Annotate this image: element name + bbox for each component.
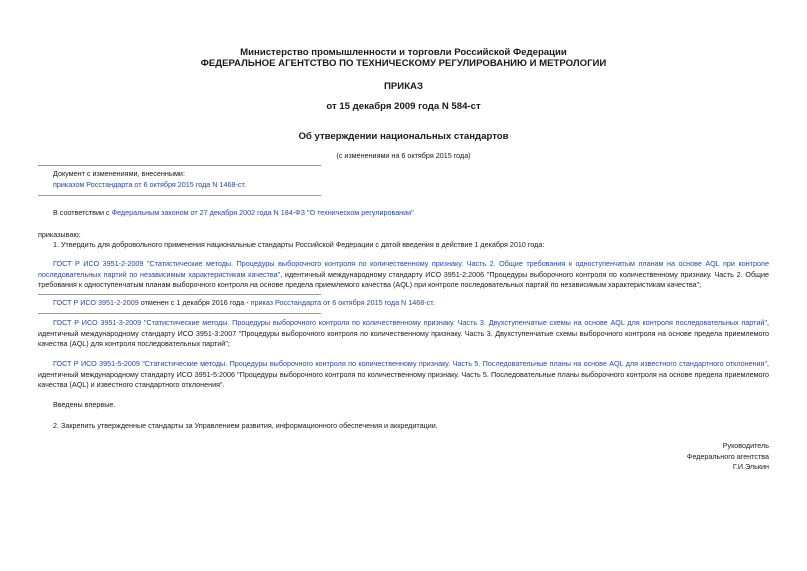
intro-paragraph [53,208,414,218]
item-1: 1. Утвердить для добровольного применения национальные стандарты Российской Федерации с датой введения в действие 1 декабря 2010 года: [53,240,545,249]
ministry-heading: Министерство промышленности и торговли Российской Федерации [240,47,567,58]
agency-heading: ФЕДЕРАЛЬНОЕ АГЕНТСТВО ПО ТЕХНИЧЕСКОМУ РЕГУЛИРОВАНИЮ И МЕТРОЛОГИИ [200,58,607,69]
signature-block [687,441,769,473]
cancel-note-text: отменен с 1 декабря 2016 года - [138,298,251,307]
cancel-note-top-rule [38,294,321,295]
changes-note: (с изменениями на 6 октября 2015 года) [336,151,471,160]
amend-order-link-tail: . [243,180,246,189]
amend-box-top-rule [38,165,321,166]
standard-1-text: , идентичный международному стандарту ИСО 3951-2:2006 "Процедуры выборочного контроля по количественному признаку. Часть 2. Общие требования к одноступенчатым планам выборочного контроля на основе предела приемлемого качества (AQL) при контроле последовательных партий по независимым характеристикам качества"; [38,269,769,289]
standard-1-paragraph [38,259,769,291]
signature-agency: Федерального агентства [686,451,769,461]
standard-3-paragraph [38,359,769,391]
standard-3-text: , идентичный международному стандарту ИСО 3951-5:2006 "Процедуры выборочного контроля по количественному признаку. Часть 5. Последовательные планы выборочного контроля на основе предела приемлемого качества (AQL) и известного стандартного отклонения". [38,359,769,389]
cancel-note [53,298,435,308]
standard-3-link[interactable]: ГОСТ Р ИСО 3951-5-2009 "Статистические методы. Процедуры выборочного контроля по количественному признаку. Часть 5. Последовательные планы на основе AQL для известного стандартного отклонения" [53,359,767,368]
doc-type-heading: ПРИКАЗ [384,81,423,92]
signature-title: Руководитель [722,441,769,450]
cancel-note-tail: . [432,298,435,307]
item-2: 2. Закрепить утвержденные стандарты за Управлением развития, информационного обеспечения и аккредитации. [53,421,438,430]
standard-2-text: , идентичный международному стандарту ИСО 3951-3:2007 "Процедуры выборочного контроля по количественному признаку. Часть 3. Двухступенчатые схемы выборочного контроля на основе предела приемлемого качества (AQL) для контроля последовательных партий"; [38,318,769,348]
first-introduced-note: Введены впервые. [53,400,116,409]
amend-box-label: Документ с изменениями, внесенными: [53,169,185,178]
cancel-note-bottom-rule [38,313,321,314]
standard-1-cancel-link[interactable]: ГОСТ Р ИСО 3951-2-2009 [53,298,139,307]
doc-date-number: от 15 декабря 2009 года N 584-ст [326,101,481,112]
order-word: приказываю: [38,230,81,239]
intro-prefix: В соответствии с [53,208,112,217]
standard-2-paragraph [38,318,769,350]
amend-order-link[interactable]: приказом Росстандарта от 6 октября 2015 года N 1468-ст [53,180,244,189]
amend-box-bottom-rule [38,195,321,196]
doc-title: Об утверждении национальных стандартов [298,131,509,142]
cancel-order-link[interactable]: приказ Росстандарта от 6 октября 2015 года N 1468-ст [250,298,433,307]
federal-law-link[interactable]: Федеральным законом от 27 декабря 2002 года N 184-ФЗ "О техническом регулировании" [111,208,414,217]
amend-box-entry [53,180,246,190]
standard-1-link[interactable]: ГОСТ Р ИСО 3951-2-2009 "Статистические методы. Процедуры выборочного контроля по количественному признаку. Часть 2. Общие требования к одноступенчатым планам на основе AQL при контроле последовательных партий по независимым характеристикам качества" [38,259,769,279]
standard-2-link[interactable]: ГОСТ Р ИСО 3951-3-2009 "Статистические методы. Процедуры выборочного контроля по количественному признаку. Часть 3. Двухступенчатые схемы на основе AQL для контроля последовательных партий" [53,318,767,327]
signature-name: Г.И.Элькин [732,462,769,471]
